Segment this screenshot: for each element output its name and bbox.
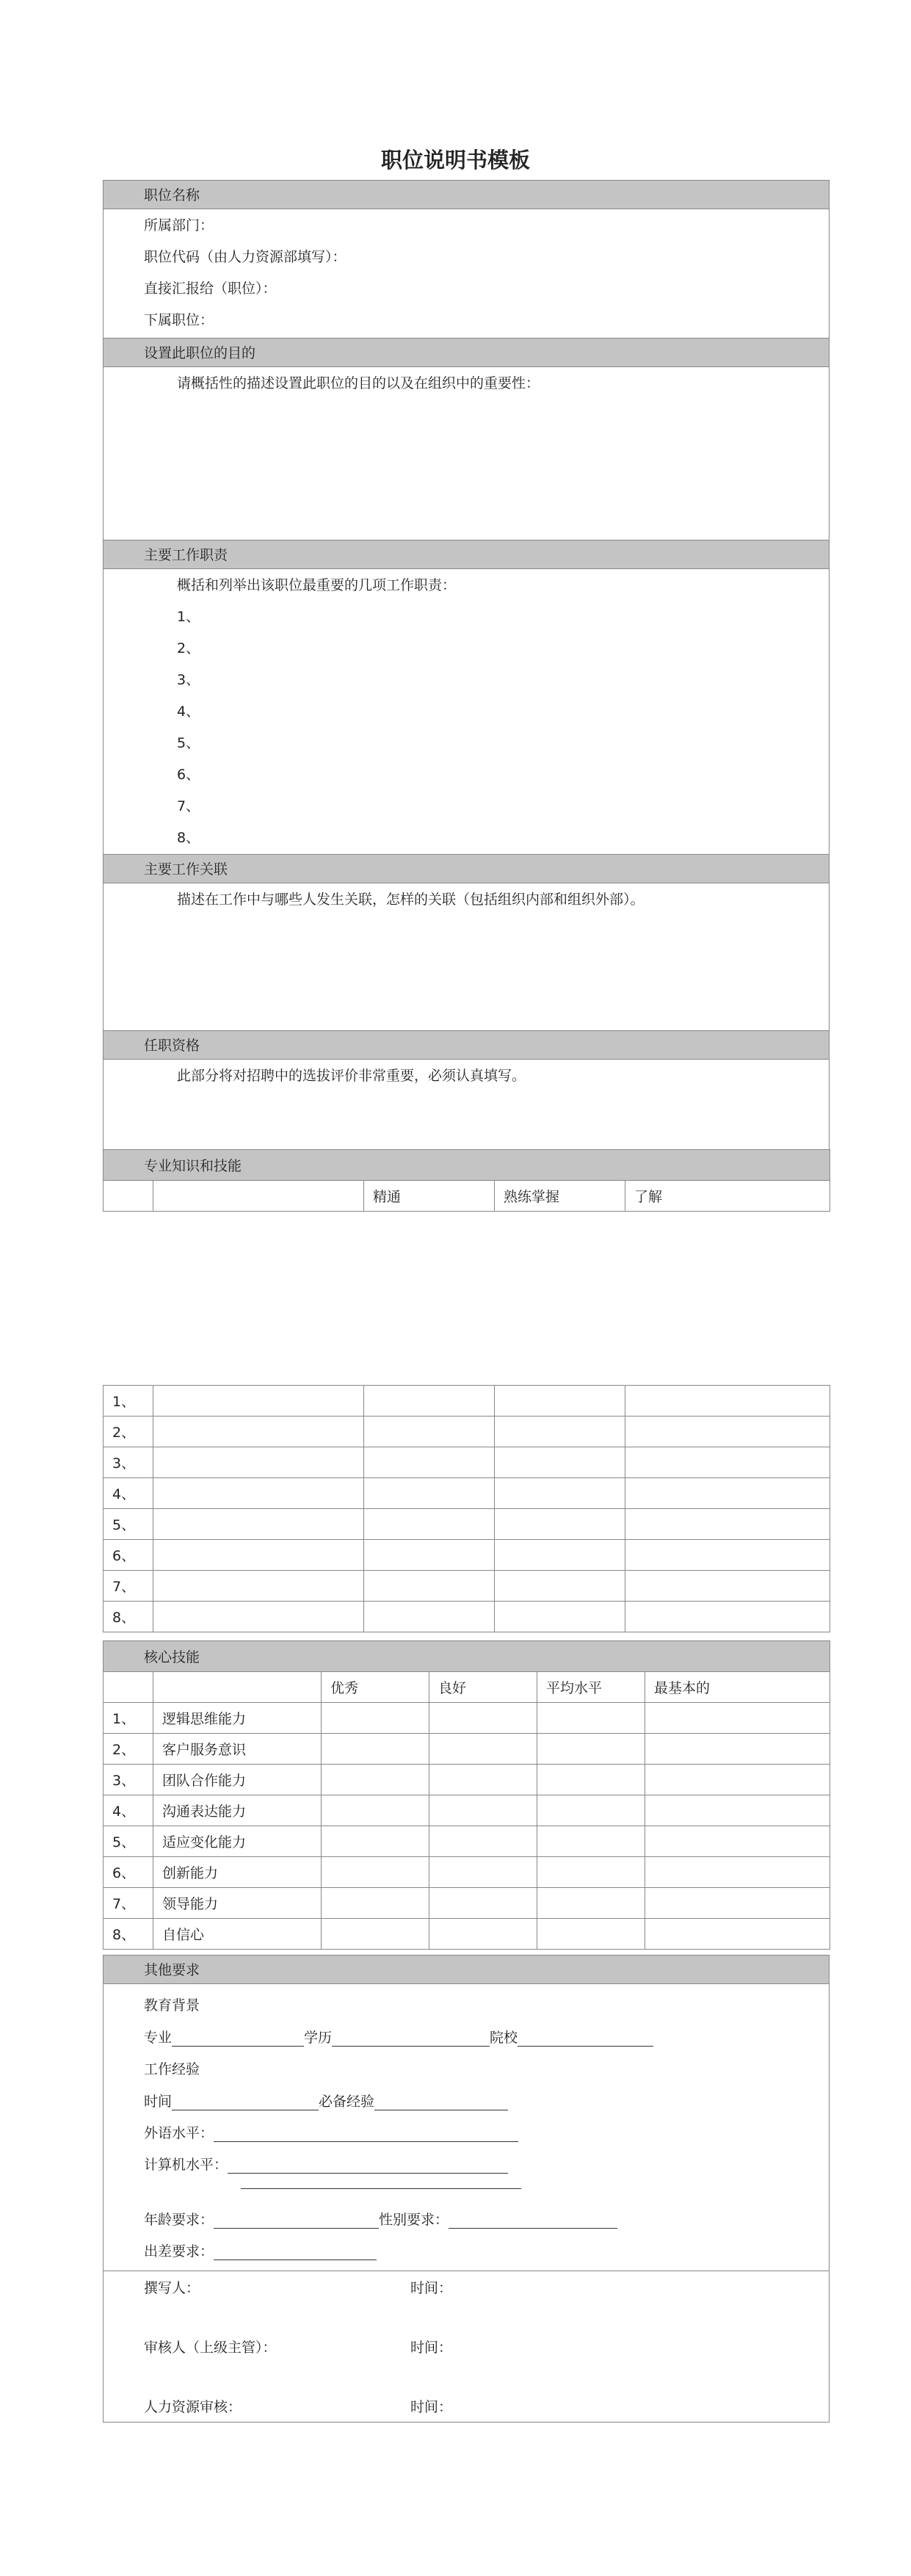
table-cell	[153, 1672, 322, 1703]
skill-name: 沟通表达能力	[153, 1795, 322, 1826]
table-cell	[322, 1888, 429, 1919]
table-cell	[537, 1919, 645, 1950]
knowledge-skills-table	[103, 1385, 830, 1632]
writer-label: 撰写人：	[144, 2280, 200, 2296]
language-label: 外语水平：	[144, 2125, 214, 2141]
table-row	[104, 1919, 830, 1950]
table-cell	[625, 1509, 830, 1540]
table-row	[104, 1734, 830, 1765]
table-row	[104, 1857, 830, 1888]
section-other-requirements	[103, 1955, 830, 2271]
table-cell	[645, 1826, 830, 1857]
table-row	[104, 1765, 830, 1795]
table-row	[104, 1703, 830, 1734]
table-cell	[429, 1826, 537, 1857]
table-row	[104, 1386, 830, 1417]
list-item: 4、	[177, 703, 200, 720]
writer-time-label: 时间：	[410, 2280, 453, 2296]
education-label: 教育背景	[144, 1997, 200, 2014]
table-cell	[645, 1919, 830, 1950]
table-cell	[104, 1181, 153, 1212]
column-header-average: 平均水平	[537, 1672, 645, 1703]
table-cell	[429, 1795, 537, 1826]
column-header-basic: 最基本的	[645, 1672, 830, 1703]
time-label: 时间	[144, 2094, 173, 2110]
row-number: 6、	[104, 1857, 153, 1888]
row-number: 2、	[104, 1734, 153, 1765]
major-label: 专业	[144, 2030, 173, 2046]
table-row	[104, 1540, 830, 1571]
row-number: 8、	[104, 1919, 153, 1950]
language-field	[144, 2122, 518, 2142]
table-cell	[625, 1447, 830, 1478]
language-input[interactable]	[214, 2127, 518, 2142]
major-input[interactable]	[172, 2031, 304, 2047]
table-cell	[364, 1602, 495, 1632]
row-number: 4、	[104, 1795, 153, 1826]
required-exp-label: 必备经验	[319, 2094, 375, 2110]
table-cell	[364, 1509, 495, 1540]
row-number: 8、	[104, 1602, 153, 1632]
gender-input[interactable]	[449, 2213, 617, 2229]
travel-field	[144, 2240, 377, 2260]
row-number: 1、	[104, 1386, 153, 1417]
table-cell	[322, 1826, 429, 1857]
degree-input[interactable]	[332, 2031, 490, 2047]
section-header-qualifications: 任职资格	[104, 1030, 829, 1060]
table-cell	[153, 1478, 364, 1509]
table-cell	[537, 1795, 645, 1826]
table-cell	[322, 1703, 429, 1734]
row-number: 2、	[104, 1417, 153, 1447]
row-number: 5、	[104, 1826, 153, 1857]
table-cell	[537, 1703, 645, 1734]
column-header-familiar: 了解	[625, 1181, 830, 1212]
table-cell	[104, 1672, 153, 1703]
field-reports-to: 直接汇报给（职位）：	[144, 281, 277, 297]
gender-label: 性别要求：	[379, 2212, 449, 2228]
travel-label: 出差要求：	[144, 2243, 214, 2260]
row-number: 1、	[104, 1703, 153, 1734]
school-label: 院校	[490, 2030, 518, 2046]
field-position-code: 职位代码（由人力资源部填写）：	[144, 249, 346, 265]
column-header-excellent: 优秀	[322, 1672, 429, 1703]
table-cell	[625, 1540, 830, 1571]
list-item: 5、	[177, 735, 200, 751]
hr-label: 人力资源审核：	[144, 2399, 242, 2415]
table-cell	[153, 1181, 364, 1212]
skill-name: 逻辑思维能力	[153, 1703, 322, 1734]
table-cell	[537, 1765, 645, 1795]
list-item: 7、	[177, 798, 200, 814]
responsibilities-prompt: 概括和列举出该职位最重要的几项工作职责：	[177, 577, 457, 593]
computer-field	[144, 2154, 508, 2174]
table-cell	[645, 1765, 830, 1795]
table-cell	[495, 1509, 625, 1540]
table-cell	[645, 1857, 830, 1888]
qualifications-prompt: 此部分将对招聘中的选拔评价非常重要，必须认真填写。	[177, 1068, 526, 1084]
age-label: 年龄要求：	[144, 2212, 214, 2228]
table-row	[104, 1826, 830, 1857]
table-cell	[364, 1386, 495, 1417]
table-cell	[625, 1571, 830, 1602]
school-input[interactable]	[518, 2031, 653, 2047]
education-fields	[144, 2027, 653, 2047]
table-cell	[537, 1857, 645, 1888]
table-cell	[495, 1540, 625, 1571]
table-cell	[153, 1417, 364, 1447]
table-cell	[322, 1734, 429, 1765]
table-cell	[625, 1478, 830, 1509]
column-header-expert: 精通	[364, 1181, 495, 1212]
table-cell	[153, 1386, 364, 1417]
section-relationships	[103, 854, 830, 1030]
table-cell	[153, 1540, 364, 1571]
table-cell	[645, 1734, 830, 1765]
row-number: 4、	[104, 1478, 153, 1509]
table-cell	[429, 1888, 537, 1919]
table-row	[104, 1509, 830, 1540]
section-header-responsibilities: 主要工作职责	[104, 540, 829, 569]
table-cell	[625, 1386, 830, 1417]
skill-name: 自信心	[153, 1919, 322, 1950]
skill-name: 适应变化能力	[153, 1826, 322, 1857]
required-exp-input[interactable]	[374, 2095, 508, 2110]
list-item: 8、	[177, 830, 200, 846]
degree-label: 学历	[304, 2030, 333, 2046]
field-subordinates: 下属职位：	[144, 312, 214, 328]
row-number: 5、	[104, 1509, 153, 1540]
time-input[interactable]	[172, 2095, 319, 2110]
relationships-prompt: 描述在工作中与哪些人发生关联，怎样的关联（包括组织内部和组织外部）。	[177, 891, 645, 908]
table-cell	[495, 1417, 625, 1447]
list-item: 2、	[177, 640, 200, 656]
table-row	[104, 1602, 830, 1632]
list-item: 3、	[177, 672, 200, 688]
table-cell	[429, 1919, 537, 1950]
skill-name: 客户服务意识	[153, 1734, 322, 1765]
section-header-purpose: 设置此职位的目的	[104, 338, 829, 367]
table-cell	[645, 1703, 830, 1734]
table-cell	[364, 1540, 495, 1571]
table-cell	[429, 1703, 537, 1734]
row-number: 6、	[104, 1540, 153, 1571]
purpose-prompt: 请概括性的描述设置此职位的目的以及在组织中的重要性：	[177, 375, 540, 391]
age-gender-fields	[144, 2209, 617, 2229]
table-cell	[322, 1765, 429, 1795]
skill-name: 创新能力	[153, 1857, 322, 1888]
table-row	[104, 1447, 830, 1478]
reviewer-time-label: 时间：	[410, 2340, 453, 2356]
section-header-knowledge: 专业知识和技能	[104, 1150, 830, 1181]
table-cell	[429, 1857, 537, 1888]
computer-input-line-2[interactable]	[241, 2174, 521, 2189]
computer-input[interactable]	[228, 2158, 508, 2174]
computer-label: 计算机水平：	[144, 2157, 228, 2173]
section-purpose	[103, 338, 830, 540]
section-header-core-skills: 核心技能	[104, 1641, 830, 1672]
table-cell	[429, 1734, 537, 1765]
table-cell	[645, 1795, 830, 1826]
list-item: 1、	[177, 609, 200, 625]
section-header-relationships: 主要工作关联	[104, 854, 829, 883]
age-input[interactable]	[214, 2213, 379, 2229]
table-cell	[153, 1509, 364, 1540]
table-cell	[364, 1478, 495, 1509]
table-cell	[495, 1571, 625, 1602]
core-skills-table	[103, 1640, 830, 1950]
experience-label: 工作经验	[144, 2061, 200, 2077]
table-cell	[495, 1478, 625, 1509]
table-cell	[537, 1734, 645, 1765]
section-qualifications	[103, 1030, 830, 1149]
table-row	[104, 1478, 830, 1509]
table-cell	[364, 1571, 495, 1602]
row-number: 7、	[104, 1888, 153, 1919]
section-header-position-name: 职位名称	[104, 180, 829, 209]
table-cell	[625, 1602, 830, 1632]
table-row	[104, 1571, 830, 1602]
table-cell	[153, 1571, 364, 1602]
table-cell	[645, 1888, 830, 1919]
table-cell	[153, 1447, 364, 1478]
table-row	[104, 1888, 830, 1919]
page-title: 职位说明书模板	[380, 148, 530, 173]
experience-fields	[144, 2091, 508, 2110]
table-cell	[495, 1447, 625, 1478]
table-cell	[495, 1602, 625, 1632]
skill-name: 团队合作能力	[153, 1765, 322, 1795]
section-position-info	[103, 180, 830, 338]
table-cell	[495, 1386, 625, 1417]
table-cell	[429, 1765, 537, 1795]
section-signoff	[103, 2271, 830, 2423]
hr-time-label: 时间：	[410, 2399, 453, 2415]
section-responsibilities	[103, 540, 830, 854]
table-row	[104, 1795, 830, 1826]
section-header-other-requirements: 其他要求	[104, 1955, 829, 1984]
knowledge-skills-header-table	[103, 1149, 830, 1212]
skill-name: 领导能力	[153, 1888, 322, 1919]
reviewer-label: 审核人（上级主管）：	[144, 2340, 277, 2356]
table-cell	[322, 1857, 429, 1888]
table-cell	[322, 1919, 429, 1950]
column-header-proficient: 熟练掌握	[495, 1181, 625, 1212]
table-cell	[153, 1602, 364, 1632]
table-cell	[625, 1417, 830, 1447]
column-header-good: 良好	[429, 1672, 537, 1703]
list-item: 6、	[177, 767, 200, 783]
field-department: 所属部门：	[144, 217, 214, 234]
row-number: 3、	[104, 1765, 153, 1795]
table-cell	[322, 1795, 429, 1826]
table-cell	[537, 1826, 645, 1857]
travel-input[interactable]	[214, 2245, 377, 2260]
table-cell	[537, 1888, 645, 1919]
table-cell	[364, 1447, 495, 1478]
table-cell	[364, 1417, 495, 1447]
row-number: 7、	[104, 1571, 153, 1602]
row-number: 3、	[104, 1447, 153, 1478]
table-row	[104, 1417, 830, 1447]
